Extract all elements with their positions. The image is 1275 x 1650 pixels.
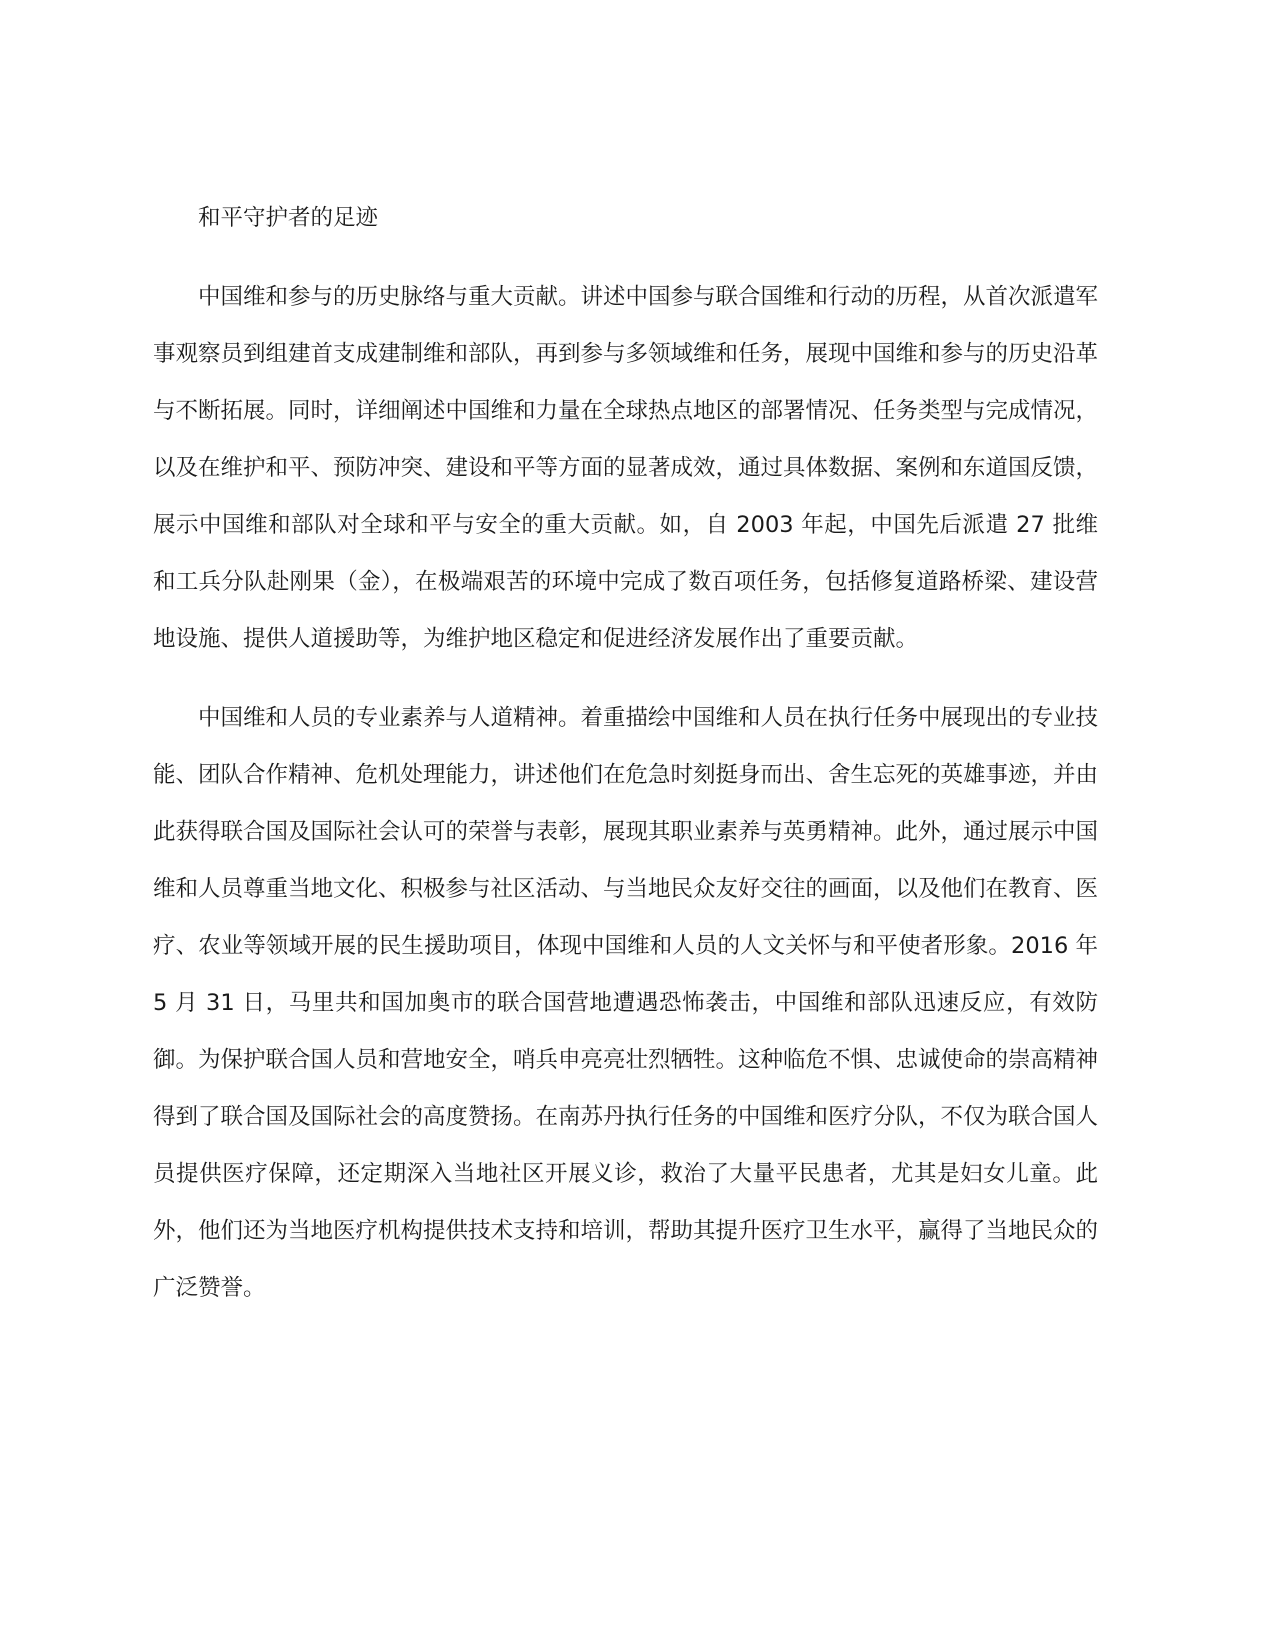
- paragraph-professionalism-humanitarian: 中国维和人员的专业素养与人道精神。着重描绘中国维和人员在执行任务中展现出的专业技能、团队合作精神、危机处理能力，讲述他们在危急时刻挺身而出、舍生忘死的英雄事迹，并由此获得联合国及国际社会认可的荣誉与表彰，展现其职业素养与英勇精神。此外，通过展示中国维和人员尊重当地文化、积极参与社区活动、与当地民众友好交往的画面，以及他们在教育、医疗、农业等领域开展的民生援助项目，体现中国维和人员的人文关怀与和平使者形象。2016 年 5 月 31 日，马里共和国加奥市的联合国营地遭遇恐怖袭击，中国维和部队迅速反应，有效防御。为保护联合国人员和营地安全，哨兵申亮亮壮烈牺牲。这种临危不惧、忠诚使命的崇高精神得到了联合国及国际社会的高度赞扬。在南苏丹执行任务的中国维和医疗分队，不仅为联合国人员提供医疗保障，还定期深入当地社区开展义诊，救治了大量平民患者，尤其是妇女儿童。此外，他们还为当地医疗机构提供技术支持和培训，帮助其提升医疗卫生水平，赢得了当地民众的广泛赞誉。: [153, 705, 1099, 1301]
- paragraph-history-contribution: 中国维和参与的历史脉络与重大贡献。讲述中国参与联合国维和行动的历程，从首次派遣军事观察员到组建首支成建制维和部队，再到参与多领域维和任务，展现中国维和参与的历史沿革与不断拓展。同时，详细阐述中国维和力量在全球热点地区的部署情况、任务类型与完成情况，以及在维护和平、预防冲突、建设和平等方面的显著成效，通过具体数据、案例和东道国反馈，展示中国维和部队对全球和平与安全的重大贡献。如，自 2003 年起，中国先后派遣 27 批维和工兵分队赴刚果（金），在极端艰苦的环境中完成了数百项任务，包括修复道路桥梁、建设营地设施、提供人道援助等，为维护地区稳定和促进经济发展作出了重要贡献。: [153, 284, 1099, 652]
- document-title: 和平守护者的足迹: [198, 205, 379, 231]
- document-body: [153, 190, 1098, 1339]
